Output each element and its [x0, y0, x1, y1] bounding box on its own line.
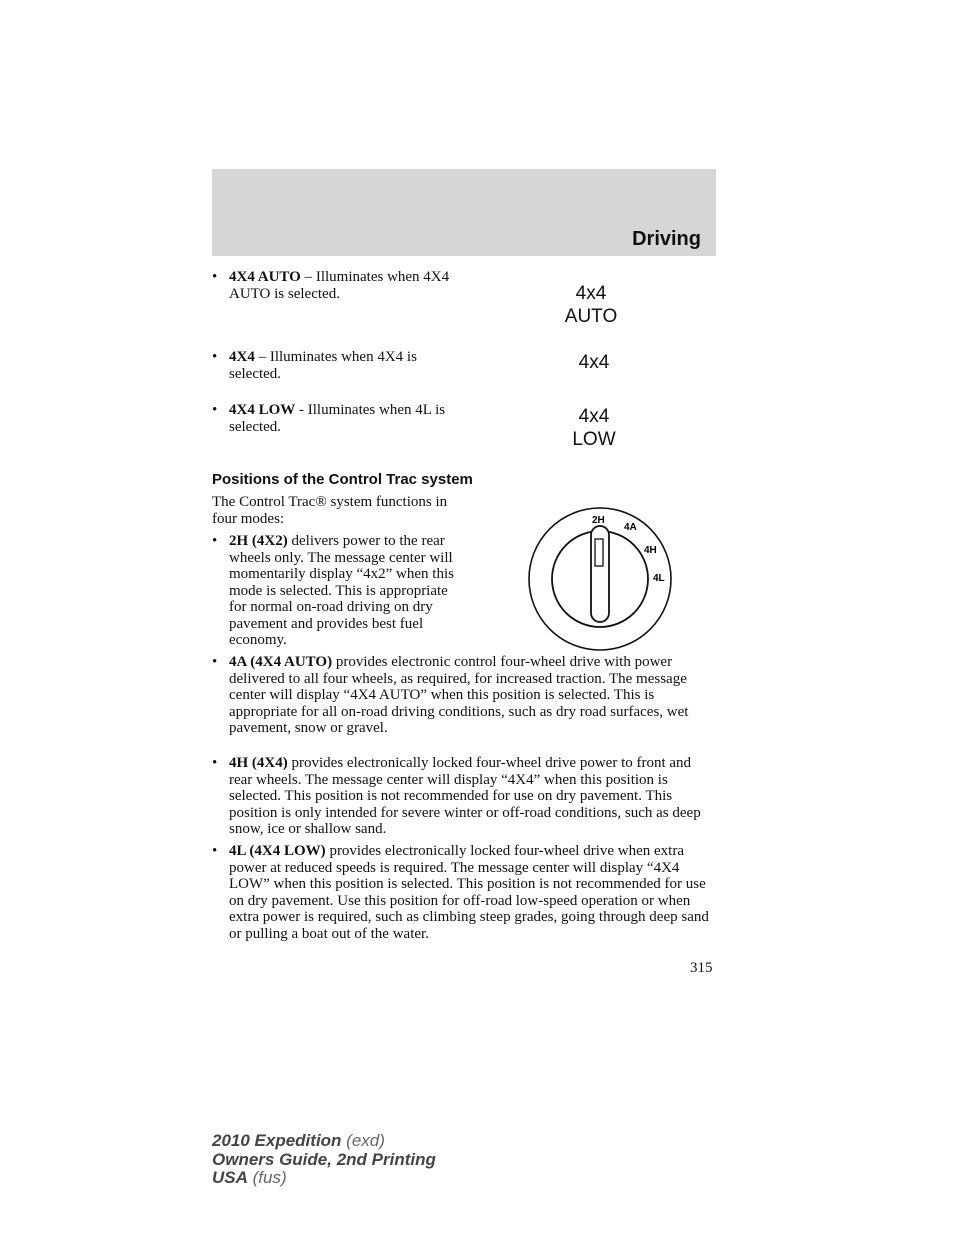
footer-printing: Owners Guide, 2nd Printing: [212, 1149, 436, 1169]
indicator-4x4-low-desc: - Illuminates when 4L is selected.: [229, 402, 446, 435]
mode-4l-item: • 4L (4X4 LOW) provides electronically locked four-wheel drive when extra power at reduced speeds is required. The message center will display “4X4 LOW” when this position is selected. This position is not recommended for use on dry pavement. Use this position for off-road low-speed operation or when extra power is required, such as climbing steep grades, going through deep sand or pulling a boat out of the water.: [212, 843, 709, 942]
indicator-4x4-low-item: • 4X4 LOW - Illuminates when 4L is selected.: [212, 402, 446, 435]
indicator-4x4-desc: – Illuminates when 4X4 is selected.: [229, 349, 417, 382]
mode-4l-label: 4L (4X4 LOW): [229, 843, 326, 859]
header-band: [212, 169, 716, 256]
dial-label-4a: 4A: [624, 522, 637, 533]
section-title: Driving: [632, 228, 701, 250]
positions-heading: Positions of the Control Trac system: [212, 471, 473, 488]
footer-region: USA: [212, 1168, 248, 1187]
indicator-4x4-item: • 4X4 – Illuminates when 4X4 is selected.: [212, 349, 417, 382]
dial-label-4l: 4L: [653, 573, 665, 584]
mode-4h-label: 4H (4X4): [229, 755, 288, 771]
dial-label-4h: 4H: [644, 545, 657, 556]
mode-4h-item: • 4H (4X4) provides electronically locked four-wheel drive power to front and rear wheels. The message center will display “4X4” when this position is selected. This position is not recommended for use on dry pavement. This position is only intended for severe winter or off-road conditions, such as deep snow, ice or shallow sand.: [212, 755, 701, 837]
indicator-4x4-auto-desc: – Illuminates when 4X4 AUTO is selected.: [229, 269, 450, 302]
footer: 2010 Expedition (exd) Owners Guide, 2nd Printing USA (fus): [212, 1131, 436, 1187]
indicator-4x4-auto-label: 4X4 AUTO: [229, 269, 301, 285]
mode-4a-label: 4A (4X4 AUTO): [229, 654, 333, 670]
positions-intro: The Control Trac® system functions in four modes:: [212, 494, 448, 527]
footer-model: 2010 Expedition: [212, 1131, 342, 1150]
4x4-indicator-icon: 4x4: [578, 352, 610, 373]
indicator-4x4-auto-item: • 4X4 AUTO – Illuminates when 4X4 AUTO is selected.: [212, 269, 450, 302]
4x4-auto-indicator-icon: 4x4 AUTO: [564, 283, 618, 327]
page-number: 315: [690, 960, 713, 976]
mode-2h-item: • 2H (4X2) delivers power to the rear wheels only. The message center will momentarily display “4x2” when this mode is selected. This is appropriate for normal on-road driving on dry pavement and provides best fuel economy.: [212, 533, 454, 648]
mode-4a-item: • 4A (4X4 AUTO) provides electronic control four-wheel drive with power delivered to all four wheels, as required, for increased traction. The message center will display “4X4 AUTO” when this position is selected. This is appropriate for all on-road driving conditions, such as dry road surfaces, wet pavement, snow or gravel.: [212, 654, 689, 736]
dial-label-2h: 2H: [592, 515, 605, 526]
control-trac-dial-illustration: [525, 506, 677, 652]
4x4-low-indicator-icon: 4x4 LOW: [572, 406, 616, 450]
indicator-4x4-low-label: 4X4 LOW: [229, 402, 296, 418]
indicator-4x4-label: 4X4: [229, 349, 255, 365]
mode-2h-label: 2H (4X2): [229, 533, 288, 549]
dial-pointer-icon: [595, 539, 603, 566]
